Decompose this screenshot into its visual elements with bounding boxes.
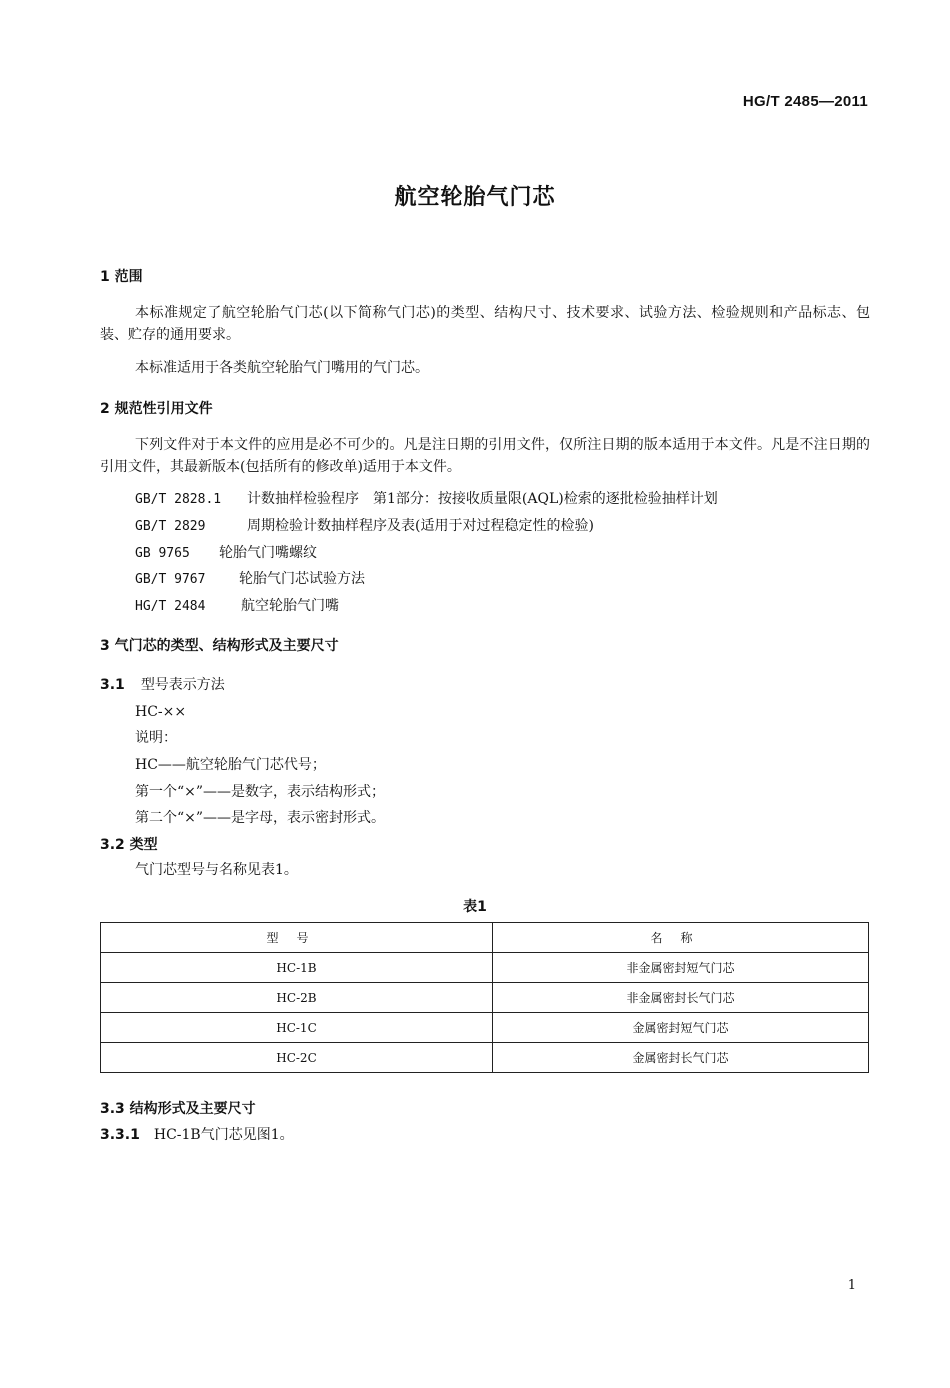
- reference-code: GB/T 2828.1: [135, 492, 222, 507]
- model-cell: HC-1B: [101, 953, 493, 983]
- reference-item: [135, 488, 718, 511]
- subsection-3-3-1: [100, 1124, 294, 1146]
- subsection-3-3-1-text: HC-1B气门芯见图1。: [153, 1127, 294, 1143]
- reference-code: GB/T 9767: [135, 572, 206, 587]
- page-number: 1: [847, 1278, 856, 1293]
- table-row: [101, 1013, 869, 1043]
- subsection-3-3-heading: 3.3 结构形式及主要尺寸: [100, 1101, 256, 1117]
- reference-item: [135, 568, 365, 591]
- table-header-row: [101, 923, 869, 953]
- document-title: 航空轮胎气门芯: [394, 185, 556, 210]
- subsection-3-1-number: 3.1: [100, 677, 125, 693]
- reference-title: 航空轮胎气门嘴: [241, 598, 339, 614]
- subsection-3-2-text: 气门芯型号与名称见表1。: [135, 862, 298, 878]
- section-2-heading: 2 规范性引用文件: [100, 401, 213, 417]
- name-cell: 金属密封短气门芯: [493, 1013, 869, 1043]
- model-explanation-line: 第二个“×”——是字母，表示密封形式。: [135, 810, 386, 826]
- table-row: [101, 1043, 869, 1073]
- section-2-paragraph-1: 下列文件对于本文件的应用是必不可少的。凡是注日期的引用文件，仅所注日期的版本适用于本文件。凡是不注日期的引用文件，其最新版本(包括所有的修改单)适用于本文件。: [100, 437, 870, 475]
- reference-title: 计数抽样检验程序 第1部分：按接收质量限(AQL)检索的逐批检验抽样计划: [247, 491, 718, 507]
- model-cell: HC-2B: [101, 983, 493, 1013]
- table-row: [101, 983, 869, 1013]
- model-explanation-line: 第一个“×”——是数字，表示结构形式；: [135, 784, 386, 800]
- reference-item: [135, 595, 339, 618]
- model-name-table: [100, 922, 869, 1073]
- model-cell: HC-1C: [101, 1013, 493, 1043]
- reference-title: 轮胎气门嘴螺纹: [219, 545, 317, 561]
- section-3-heading: 3 气门芯的类型、结构形式及主要尺寸: [100, 638, 339, 654]
- subsection-3-1: [100, 674, 225, 696]
- model-format-line: HC-××: [135, 704, 187, 720]
- reference-title: 轮胎气门芯试验方法: [239, 571, 365, 587]
- standard-code: HG/T 2485—2011: [742, 93, 868, 110]
- reference-code: GB/T 2829: [135, 519, 206, 534]
- section-1-paragraph-1: 本标准规定了航空轮胎气门芯(以下简称气门芯)的类型、结构尺寸、技术要求、试验方法、检验规则和产品标志、包装、贮存的通用要求。: [100, 305, 870, 343]
- model-explanation-line: HC——航空轮胎气门芯代号；: [135, 757, 326, 773]
- section-1-heading: 1 范围: [100, 269, 143, 285]
- column-header-model: 型号: [101, 923, 493, 953]
- reference-code: HG/T 2484: [135, 599, 206, 614]
- reference-code: GB 9765: [135, 546, 190, 561]
- column-header-name: 名称: [493, 923, 869, 953]
- table-caption: 表1: [463, 899, 487, 915]
- subsection-3-1-title: 型号表示方法: [140, 677, 225, 693]
- name-cell: 非金属密封短气门芯: [493, 953, 869, 983]
- reference-item: [135, 542, 317, 565]
- model-cell: HC-2C: [101, 1043, 493, 1073]
- reference-item: [135, 515, 594, 538]
- table-row: [101, 953, 869, 983]
- name-cell: 非金属密封长气门芯: [493, 983, 869, 1013]
- reference-title: 周期检验计数抽样程序及表(适用于对过程稳定性的检验): [247, 518, 594, 534]
- section-1-paragraph-2: 本标准适用于各类航空轮胎气门嘴用的气门芯。: [135, 360, 429, 376]
- subsection-3-2-heading: 3.2 类型: [100, 837, 158, 853]
- subsection-3-3-1-number: 3.3.1: [100, 1127, 140, 1143]
- model-explanation-label: 说明：: [135, 730, 177, 746]
- name-cell: 金属密封长气门芯: [493, 1043, 869, 1073]
